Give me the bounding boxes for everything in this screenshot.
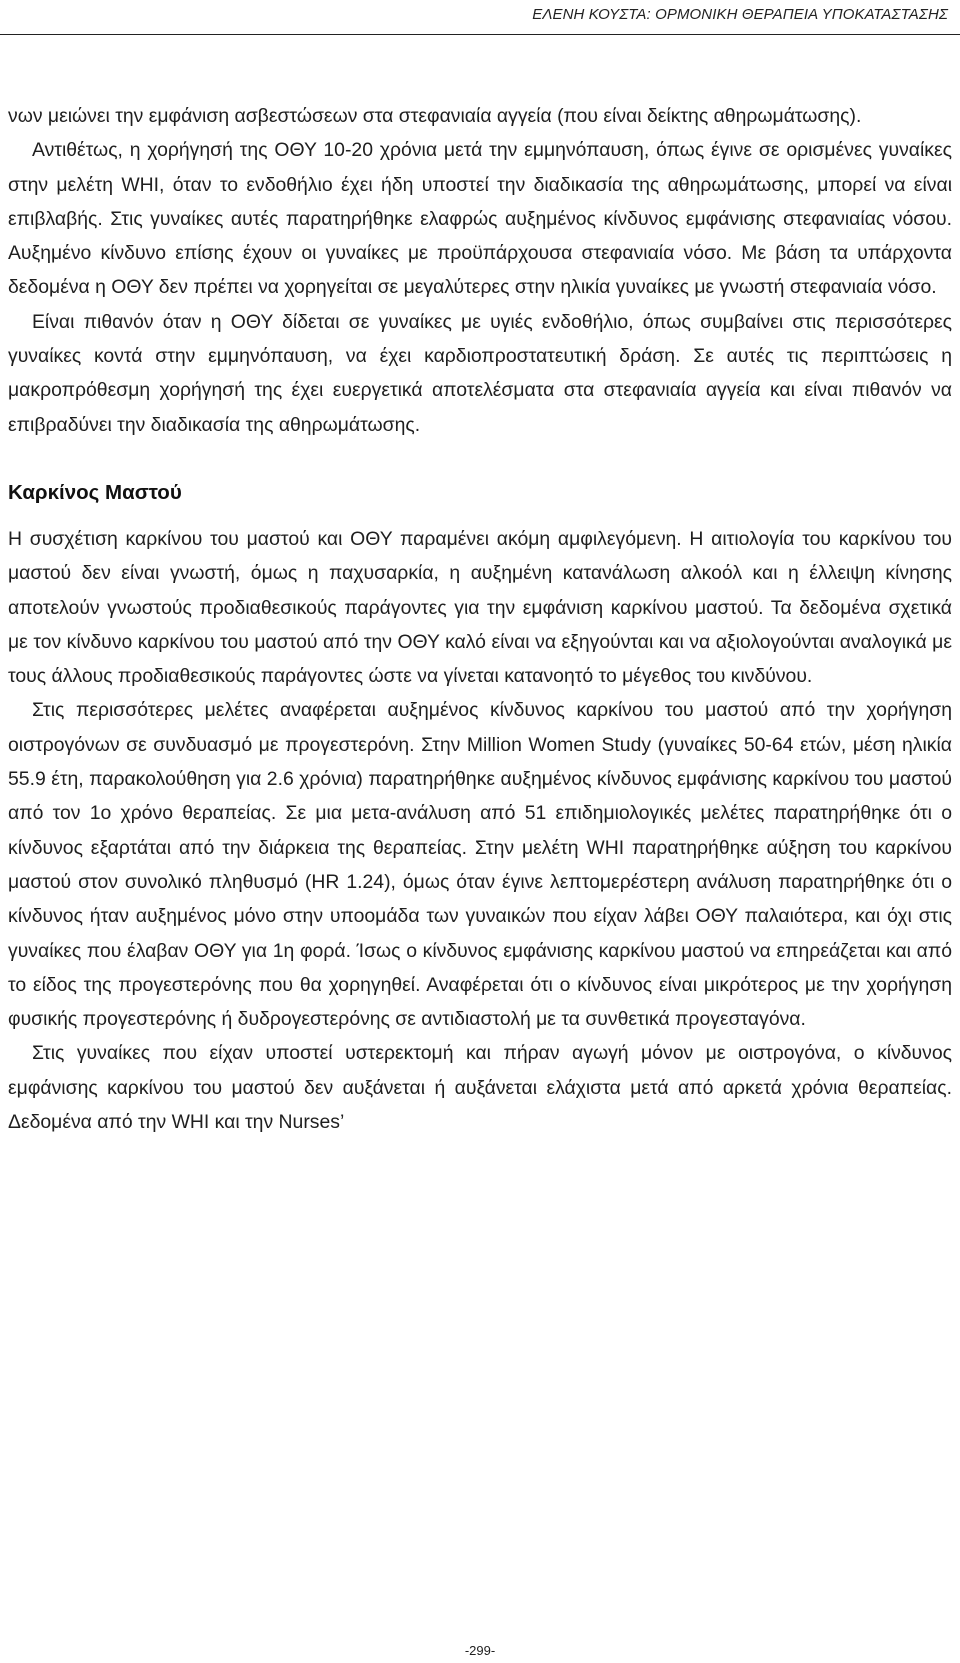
paragraph-cardiac-risk: Αντιθέτως, η χορήγησή της ΟΘΥ 10-20 χρόνια μετά την εμμηνόπαυση, όπως έγινε σε ορισμένες γυναίκες στην μελέτη WHI, όταν το ενδοθήλιο έχει ήδη υποστεί την διαδικασία της αθηρωμάτωσης, μπορεί να είναι επιβλαβής. Στις γυναίκες αυτές παρατηρήθηκε ελαφρώς αυξημένος κίνδυνος εμφάνισης στεφανιαίας νόσου. Αυξημένο κίνδυνο επίσης έχουν οι γυναίκες με προϋπάρχουσα στεφανιαία νόσο. Με βάση τα υπάρχοντα δεδομένα η ΟΘΥ δεν πρέπει να χορηγείται σε μεγαλύτερες στην ηλικία γυναίκες με γνωστή στεφανιαία νόσο.: [8, 139, 952, 299]
header-divider: [0, 34, 960, 35]
paragraph-breast-cancer-studies: Στις περισσότερες μελέτες αναφέρεται αυξημένος κίνδυνος καρκίνου του μαστού από την χορήγηση οιστρογόνων σε συνδυασμό με προγεστερόνη. Στην Million Women Study (γυναίκες 50-64 ετών, μέση ηλικία 55.9 έτη, παρακολούθηση για 2.6 χρόνια) παρατηρήθηκε αυξημένος κίνδυνος εμφάνισης καρκίνου του μαστού από τον 1ο χρόνο θεραπείας. Σε μια μετα-ανάλυση από 51 επιδημιολογικές μελέτες παρατηρήθηκε ότι ο κίνδυνος εξαρτάται από την διάρκεια της θεραπείας. Στην μελέτη WHI παρατηρήθηκε αύξηση του καρκίνου μαστού στον συνολικό πληθυσμό (HR 1.24), όμως όταν έγινε λεπτομερέστερη ανάλυση παρατηρήθηκε ότι ο κίνδυνος ήταν αυξημένος μόνο στην υποομάδα των γυναικών που είχαν λάβει ΟΘΥ παλαιότερα, και όχι στις γυναίκες που έλαβαν ΟΘΥ για 1η φορά. Ίσως ο κίνδυνος εμφάνισης καρκίνου μαστού να επηρεάζεται και από το είδος της προγεστερόνης που θα χορηγηθεί. Αναφέρεται ότι ο κίνδυνος είναι μικρότερος με την χορήγηση φυσικής προγεστερόνης ή δυδρογεστερόνης σε αντιδιαστολή με τα συνθετικά προγεσταγόνα.: [8, 699, 952, 1031]
page-number: -299-: [464, 1643, 496, 1658]
paragraph-continued: νων μειώνει την εμφάνιση ασβεστώσεων στα στεφανιαία αγγεία (που είναι δείκτης αθηρωμάτωσης).: [8, 105, 862, 127]
paragraph-cardioprotective: Είναι πιθανόν όταν η ΟΘΥ δίδεται σε γυναίκες με υγιές ενδοθήλιο, όπως συμβαίνει στις περισσότερες γυναίκες κοντά στην εμμηνόπαυση, να έχει καρδιοπροστατευτική δράση. Σε αυτές τις περιπτώσεις η μακροπρόθεσμη χορήγησή της έχει ευεργετικά αποτελέσματα στα στεφανιαία αγγεία και είναι πιθανόν να επιβραδύνει την διαδικασία της αθηρωμάτωσης.: [8, 310, 952, 436]
paragraph-estrogen-only: Στις γυναίκες που είχαν υποστεί υστερεκτομή και πήραν αγωγή μόνον με οιστρογόνα, ο κίνδυνος εμφάνισης καρκίνου του μαστού δεν αυξάνεται ή αυξάνεται ελάχιστα μετά από αρκετά χρόνια θεραπείας. Δεδομένα από την WHI και την Nurses’: [8, 1042, 952, 1134]
page-body: [8, 99, 952, 1139]
running-header: [12, 6, 948, 29]
paragraph-breast-cancer-intro: Η συσχέτιση καρκίνου του μαστού και ΟΘΥ παραμένει ακόμη αμφιλεγόμενη. Η αιτιολογία του καρκίνου του μαστού δεν είναι γνωστή, όμως η παχυσαρκία, η αυξημένη κατανάλωση αλκοόλ και η έλλειψη κίνησης αποτελούν γνωστούς προδιαθεσικούς παράγοντες για την εμφάνιση καρκίνου μαστού. Τα δεδομένα σχετικά με τον κίνδυνο καρκίνου του μαστού από την ΟΘΥ καλό είναι να εξηγούνται και να αξιολογούνται αναλογικά με τους άλλους προδιαθεσικούς παράγοντες ώστε να γίνεται κατανοητό το μέγεθος του κινδύνου.: [8, 527, 952, 688]
running-header-title: ΕΛΕΝΗ ΚΟΥΣΤΑ: ΟΡΜΟΝΙΚΗ ΘΕΡΑΠΕΙΑ ΥΠΟΚΑΤΑΣΤΑΣΗΣ: [532, 6, 948, 23]
section-heading-breast-cancer: Καρκίνος Μαστού: [8, 480, 182, 504]
